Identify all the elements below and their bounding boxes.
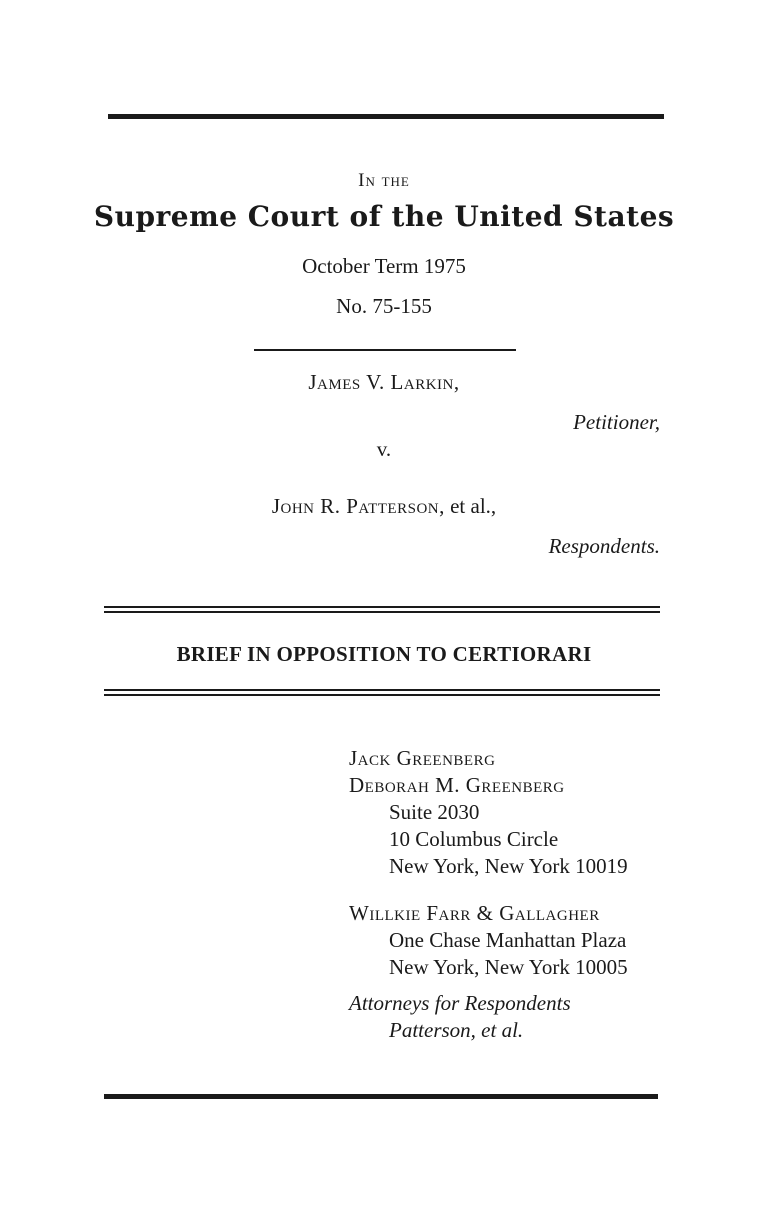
firm-name: Willkie Farr & Gallagher	[349, 901, 600, 925]
address-line: New York, New York 10019	[389, 854, 628, 878]
respondent-line	[0, 494, 768, 519]
docket-number: No. 75-155	[336, 294, 432, 318]
attorneys-for-parties: Patterson, et al.	[389, 1018, 524, 1042]
address-line: 10 Columbus Circle	[389, 827, 559, 851]
title-rule-top	[104, 606, 660, 613]
versus: v.	[376, 437, 392, 461]
attorney-name: Deborah M. Greenberg	[349, 773, 565, 797]
attorney-name: Jack Greenberg	[349, 746, 496, 770]
bottom-rule	[104, 1094, 658, 1099]
counsel-block-3	[349, 990, 571, 1044]
petitioner-role: Petitioner,	[573, 410, 660, 434]
counsel-block-1	[349, 745, 628, 880]
address-line: One Chase Manhattan Plaza	[389, 928, 627, 952]
caption-divider	[254, 349, 516, 351]
top-rule	[108, 114, 664, 119]
respondent-et-al: et al.,	[444, 494, 497, 518]
brief-title: BRIEF IN OPPOSITION TO CERTIORARI	[176, 642, 592, 666]
title-rule-bottom	[104, 689, 660, 696]
petitioner-name: James V. Larkin,	[308, 370, 460, 394]
respondent-name: John R. Patterson,	[271, 494, 445, 518]
caption-in-the: In the	[358, 170, 410, 191]
address-line: New York, New York 10005	[389, 955, 628, 979]
respondent-role: Respondents.	[548, 534, 660, 558]
term-line: October Term 1975	[302, 254, 466, 278]
address-line: Suite 2030	[389, 800, 480, 824]
court-name: Supreme Court of the United States	[93, 200, 675, 233]
attorneys-for: Attorneys for Respondents	[349, 991, 571, 1015]
counsel-block-2	[349, 900, 628, 981]
